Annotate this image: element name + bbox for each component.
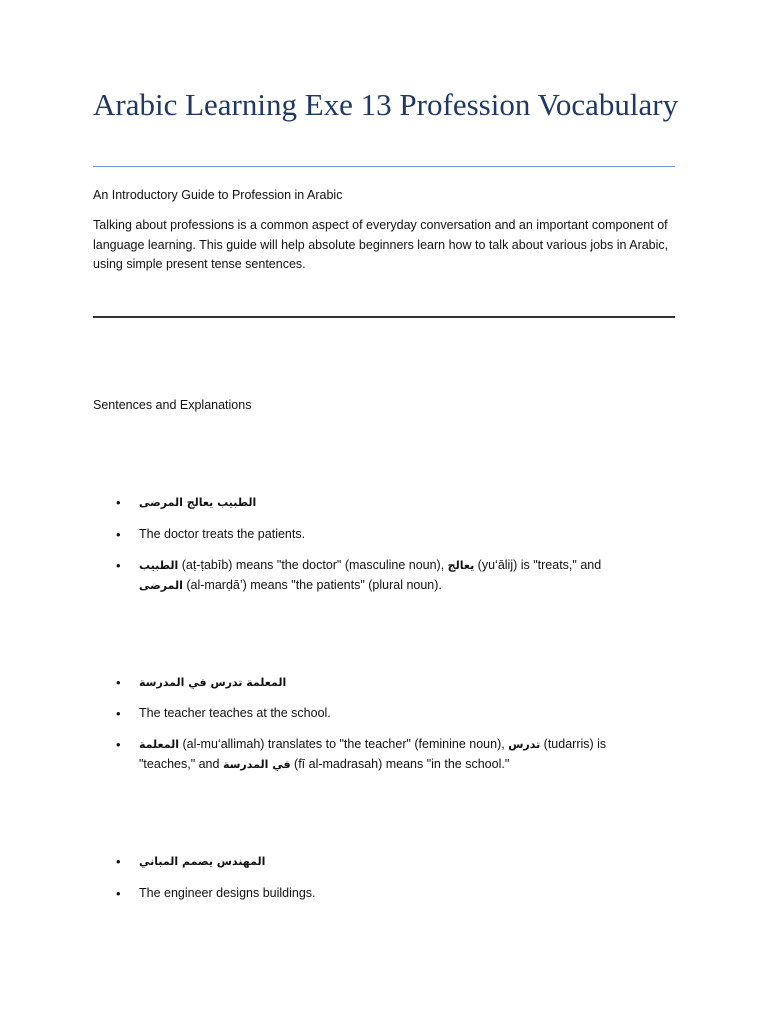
list-item-english-translation xyxy=(116,704,639,724)
bullet-icon: • xyxy=(116,886,121,901)
arabic-word: المرضى xyxy=(139,578,183,592)
bullet-icon: • xyxy=(116,706,121,721)
arabic-word: يعالج xyxy=(447,559,475,572)
arabic-sentence: المهندس يصمم المباني xyxy=(139,855,266,868)
arabic-word: المعلمة xyxy=(139,738,180,751)
arabic-word: في المدرسة xyxy=(222,757,291,771)
intro-paragraph: Talking about professions is a common aspect of everyday conversation and an important component of language learning. This guide will help absolute beginners learn how to talk about various jobs in Arabic, using simple present tense sentences. xyxy=(93,218,669,271)
bullet-icon: • xyxy=(116,527,121,542)
explanation-text: (yu‘ālij) is "treats," and xyxy=(474,558,602,572)
subtitle: An Introductory Guide to Profession in Arabic xyxy=(93,188,343,202)
page-title: Arabic Learning Exe 13 Profession Vocabulary xyxy=(93,87,679,122)
list-item-arabic-sentence xyxy=(116,852,639,872)
list-item-arabic-sentence xyxy=(116,673,639,693)
explanation-text: (tudarris) is "teaches," and xyxy=(139,737,607,771)
arabic-word: تدرس xyxy=(508,738,541,751)
explanation xyxy=(139,737,606,771)
explanation-text: (al-marḍā’) means "the patients" (plural noun). xyxy=(182,577,442,592)
english-translation: The engineer designs buildings. xyxy=(139,886,316,900)
arabic-sentence: المعلمة تدرس في المدرسة xyxy=(139,676,287,689)
bullet-icon: • xyxy=(116,854,121,869)
list-item-english-translation xyxy=(116,884,639,904)
arabic-word: الطبيب xyxy=(139,559,179,572)
bullet-icon: • xyxy=(116,495,121,510)
arabic-sentence: الطبيب يعالج المرضى xyxy=(139,496,257,509)
bullet-icon: • xyxy=(116,737,121,752)
list-item-explanation xyxy=(116,735,639,774)
explanation-text: (al-mu‘allimah) translates to "the teacher" (feminine noun), xyxy=(179,737,509,751)
list-item-english-translation xyxy=(116,525,639,545)
explanation-text: (fī al-madrasah) means "in the school." xyxy=(290,756,510,771)
bullet-icon: • xyxy=(116,675,121,690)
title-underline xyxy=(93,166,675,167)
explanation xyxy=(139,558,601,592)
section-heading: Sentences and Explanations xyxy=(93,398,252,412)
list-item-explanation xyxy=(116,556,639,595)
english-translation: The teacher teaches at the school. xyxy=(139,706,331,720)
bullet-icon: • xyxy=(116,558,121,573)
explanation-text: (aṭ-ṭabīb) means "the doctor" (masculine noun), xyxy=(178,558,448,572)
list-item-arabic-sentence xyxy=(116,493,639,513)
horizontal-rule xyxy=(93,316,675,318)
english-translation: The doctor treats the patients. xyxy=(139,527,306,541)
